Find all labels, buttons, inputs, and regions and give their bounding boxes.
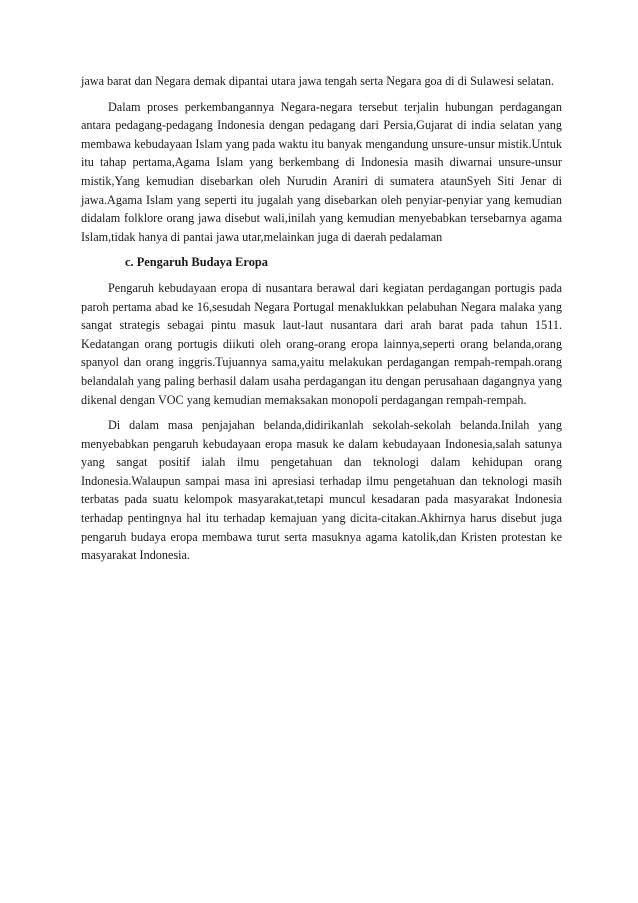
paragraph-islam-development: Dalam proses perkembangannya Negara-negara tersebut terjalin hubungan perdagangan antara pedagang-pedagang Indonesia dengan pedagang dari Persia,Gujarat di india selatan yang membawa kebudayaan Islam yang pada waktu itu banyak mengandung unsure-unsur mistik.Untuk itu tahap pertama,Agama Islam yang berkembang di Indonesia masih diwarnai unsure-unsur mistik,Yang kemudian disebarkan oleh Nurudin Araniri di sumatera ataunSyeh Siti Jenar di jawa.Agama Islam yang seperti itu jugalah yang disebarkan oleh penyiar-penyiar yang kemudian didalam folklore orang jawa disebut wali,inilah yang kemudian menyebabkan tersebarnya agama Islam,tidak hanya di pantai jawa utar,melainkan juga di daerah pedalaman (81, 99, 562, 244)
paragraph-gap (81, 91, 562, 98)
paragraph-gap (81, 246, 562, 253)
paragraph-gap (81, 272, 562, 279)
paragraph-european-trade: Pengaruh kebudayaan eropa di nusantara berawal dari kegiatan perdagangan portugis pada paroh pertama abad ke 16,sesudah Negara Portugal menaklukkan pelabuhan Negara malaka yang sangat strategis sebagai pintu masuk laut-laut nusantara dari arah barat pada tahun 1511. Kedatangan orang portugis diikuti oleh orang-orang eropa lainnya,seperti orang belanda,orang spanyol dan orang inggris.Tujuannya sama,yaitu melakukan perdagangan rempah-rempah.orang belandalah yang paling berhasil dalam usaha perdagangan itu dengan perusahaan dagangnya yang dikenal dengan VOC yang kemudian memaksakan monopoli perdagangan rempah-rempah. (81, 280, 562, 407)
paragraph-gap (81, 409, 562, 416)
paragraph-dutch-schools: Di dalam masa penjajahan belanda,didirikanlah sekolah-sekolah belanda.Inilah yang menyebabkan pengaruh kebudayaan eropa masuk ke dalam kebudayaan Indonesia,salah satunya yang sangat positif ialah ilmu pengetahuan dan teknologi dalam kehidupan orang Indonesia.Walaupun sampai masa ini apresiasi terhadap ilmu pengetahuan dan teknologi masih terbatas pada suatu kelompok masyarakat,tetapi muncul kesadaran pada masyarakat Indonesia terhadap pentingnya hal itu terhadap kemajuan yang dicita-citakan.Akhirnya harus disebut juga pengaruh budaya eropa membawa turut serta masuknya agama katolik,dan Kristen protestan ke masyarakat Indonesia. (81, 418, 562, 563)
section-heading: c. Pengaruh Budaya Eropa (125, 255, 268, 270)
document-body (81, 72, 562, 565)
paragraph-continuation: jawa barat dan Negara demak dipantai utara jawa tengah serta Negara goa di di Sulawesi selatan. (81, 74, 555, 88)
